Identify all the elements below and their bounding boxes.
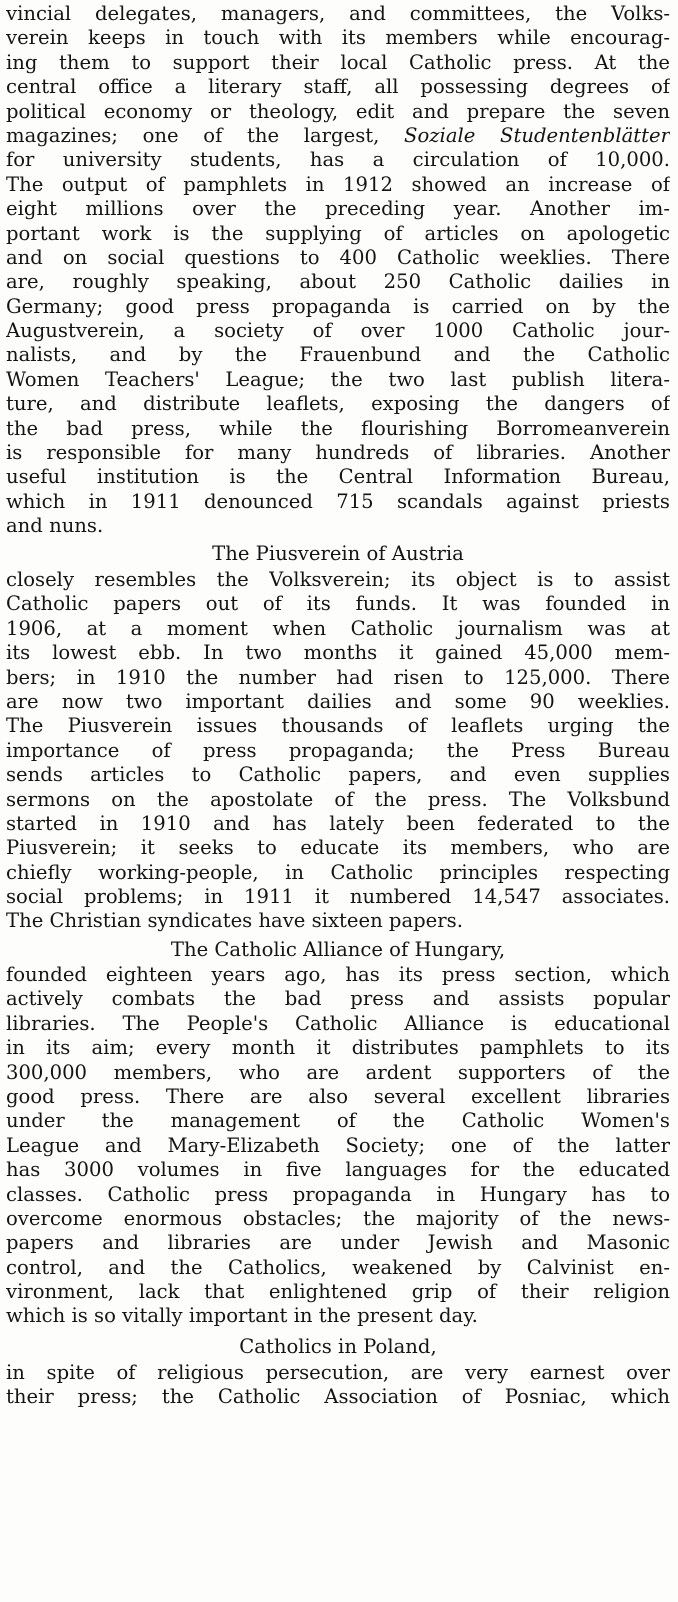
text-line: founded eighteen years ago, has its press section, which — [6, 963, 670, 986]
text-line: in spite of religious persecution, are very earnest over — [6, 1361, 670, 1384]
paragraph-piusverein — [6, 568, 670, 934]
text-line: and nuns. — [6, 514, 104, 538]
text-line: papers and libraries are under Jewish and Masonic — [6, 1231, 670, 1255]
text-line — [6, 124, 670, 148]
text-line: has 3000 volumes in five languages for the educated — [6, 1158, 670, 1182]
text-line: political economy or theology, edit and prepare the seven — [6, 99, 670, 123]
text-line: ing them to support their local Catholic press. At the — [6, 50, 670, 74]
text-line: verein keeps in touch with its members while encourag- — [6, 26, 670, 50]
text-line: closely resembles the Volksverein; its object is to assist — [6, 568, 670, 591]
text-line: vironment, lack that enlightened grip of their religion — [6, 1280, 670, 1304]
text-line: useful institution is the Central Information Bureau, — [6, 465, 670, 489]
text-line: is responsible for many hundreds of libraries. Another — [6, 441, 670, 465]
section-heading-hungary: The Catholic Alliance of Hungary, — [170, 938, 506, 961]
text-line: actively combats the bad press and assists popular — [6, 987, 670, 1011]
paragraph-volksverein — [6, 2, 670, 539]
text-line: and on social questions to 400 Catholic weeklies. There — [6, 245, 670, 269]
text-line: under the management of the Catholic Women's — [6, 1109, 670, 1133]
text-line: chiefly working-people, in Catholic principles respecting — [6, 860, 670, 884]
text-line: eight millions over the preceding year. Another im- — [6, 197, 670, 221]
text-line: The output of pamphlets in 1912 showed an increase of — [6, 172, 670, 196]
text-line: classes. Catholic press propaganda in Hungary has to — [6, 1182, 670, 1206]
text-line: vincial delegates, managers, and committees, the Volks- — [6, 2, 670, 25]
paragraph-poland — [6, 1361, 670, 1410]
text-line: sermons on the apostolate of the press. The Volksbund — [6, 787, 670, 811]
text-line: bers; in 1910 the number had risen to 125,000. There — [6, 665, 670, 689]
text-line: 300,000 members, who are ardent supporters of the — [6, 1060, 670, 1084]
text-line: its lowest ebb. In two months it gained 45,000 mem- — [6, 641, 670, 665]
section-heading-piusverein: The Piusverein of Austria — [212, 542, 464, 565]
text-line: Catholic papers out of its funds. It was founded in — [6, 592, 670, 616]
text-line: their press; the Catholic Association of Posniac, which — [6, 1385, 670, 1409]
text-line: nalists, and by the Frauenbund and the Catholic — [6, 343, 670, 367]
text-line: control, and the Catholics, weakened by Calvinist en- — [6, 1255, 670, 1279]
magazine-title: Soziale Studentenblätter — [404, 123, 670, 147]
text-line: ture, and distribute leaflets, exposing the dangers of — [6, 392, 670, 416]
text-line: the bad press, while the flourishing Borromeanverein — [6, 416, 670, 440]
text-line: started in 1910 and has lately been federated to the — [6, 811, 670, 835]
text-line: League and Mary-Elizabeth Society; one of the latter — [6, 1133, 670, 1157]
text-line: social problems; in 1911 it numbered 14,547 associates. — [6, 885, 670, 909]
text-line: Women Teachers' League; the two last publish litera- — [6, 367, 670, 391]
text-line: importance of press propaganda; the Press Bureau — [6, 738, 670, 762]
text-line: for university students, has a circulation of 10,000. — [6, 148, 670, 172]
text-line: libraries. The People's Catholic Alliance is educational — [6, 1011, 670, 1035]
text-line: which is so vitally important in the present day. — [6, 1304, 478, 1328]
text-line: which in 1911 denounced 715 scandals against priests — [6, 489, 670, 513]
text-line: Piusverein; it seeks to educate its members, who are — [6, 836, 670, 860]
text-fragment: magazines; one of the largest, — [6, 123, 405, 147]
text-line: 1906, at a moment when Catholic journalism was at — [6, 616, 670, 640]
section-heading-poland: Catholics in Poland, — [239, 1335, 437, 1358]
text-line: overcome enormous obstacles; the majority of the news- — [6, 1206, 670, 1230]
text-line: central office a literary staff, all possessing degrees of — [6, 75, 670, 99]
text-line: are, roughly speaking, about 250 Catholic dailies in — [6, 270, 670, 294]
text-line: sends articles to Catholic papers, and even supplies — [6, 763, 670, 787]
text-line: good press. There are also several excellent libraries — [6, 1084, 670, 1108]
paragraph-hungary — [6, 963, 670, 1329]
text-line: in its aim; every month it distributes pamphlets to its — [6, 1036, 670, 1060]
text-line: portant work is the supplying of articles on apologetic — [6, 221, 670, 245]
text-line: Germany; good press propaganda is carried on by the — [6, 294, 670, 318]
text-line: are now two important dailies and some 90 weeklies. — [6, 689, 670, 713]
text-line: The Piusverein issues thousands of leaflets urging the — [6, 714, 670, 738]
text-line: Augustverein, a society of over 1000 Catholic jour- — [6, 319, 670, 343]
text-line: The Christian syndicates have sixteen papers. — [6, 909, 463, 933]
